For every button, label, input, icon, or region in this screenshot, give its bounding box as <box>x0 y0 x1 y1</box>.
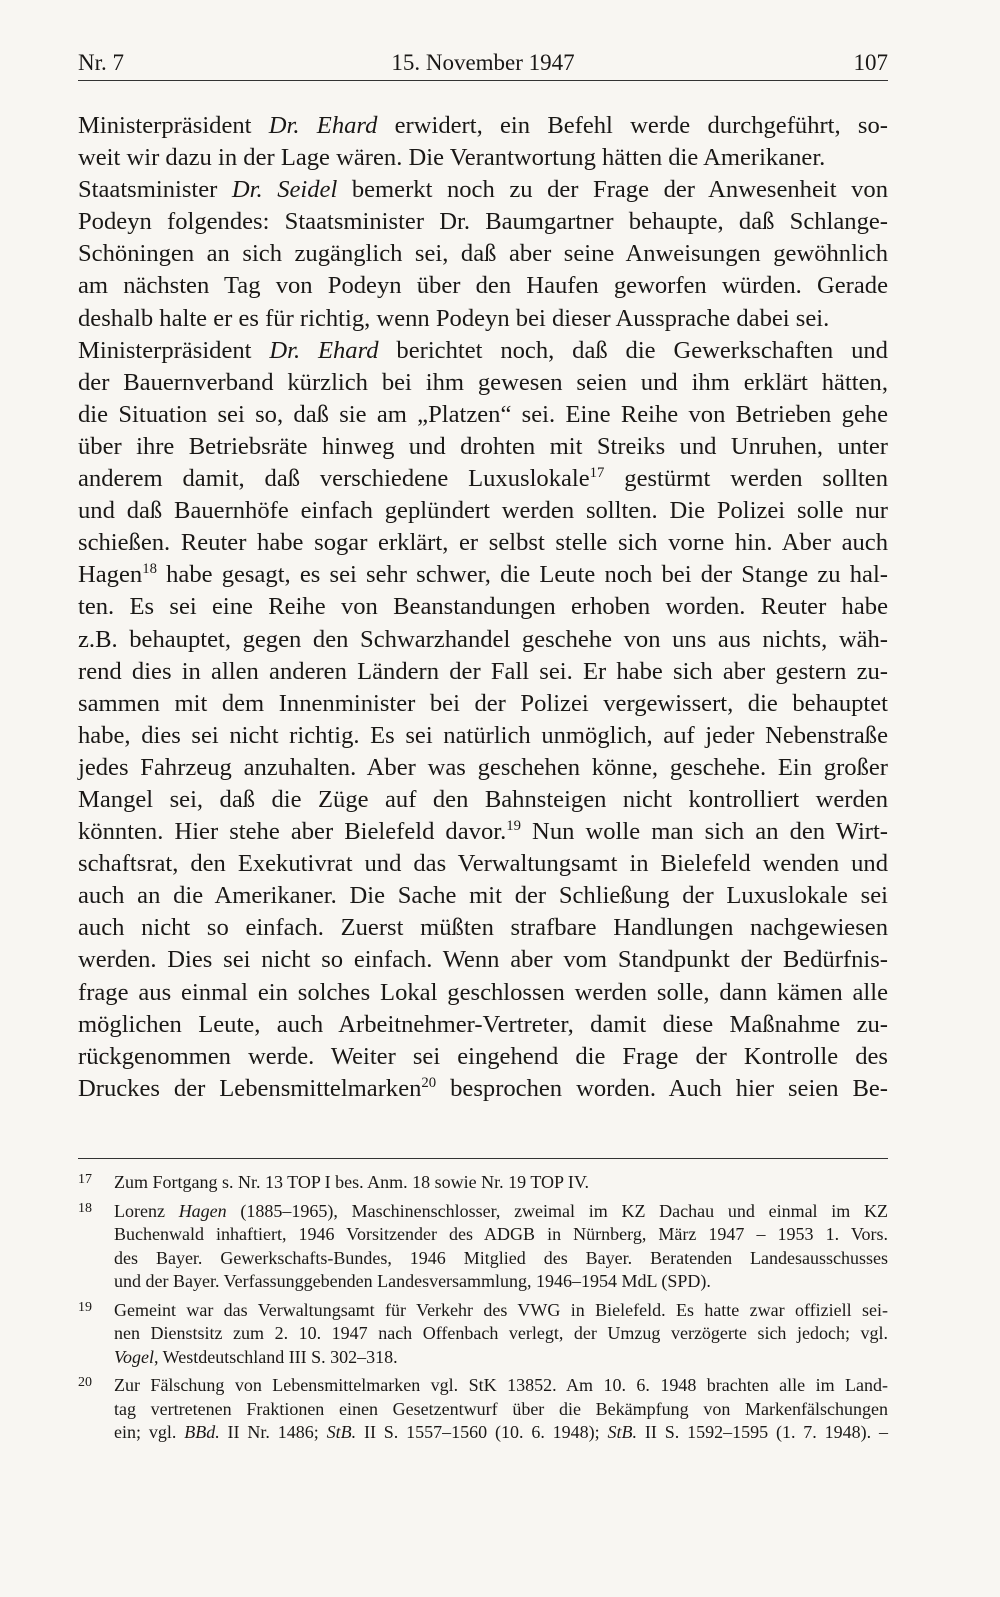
footnote-line <box>114 1270 888 1294</box>
text-run: am nächsten Tag von Podeyn über den Haufen geworfen würden. Gerade <box>78 272 888 300</box>
footnote-20 <box>78 1374 888 1445</box>
footnote-reference[interactable]: 19 <box>506 817 521 834</box>
italic-name: Vogel <box>114 1346 154 1367</box>
text-line <box>78 399 888 431</box>
text-line <box>78 527 888 559</box>
footnote-line <box>114 1247 888 1271</box>
text-line <box>78 559 888 591</box>
text-line <box>78 335 888 367</box>
text-run: möglichen Leute, auch Arbeitnehmer-Vertreter, damit diese Maßnahme zu- <box>78 1010 888 1038</box>
footnote-line <box>114 1299 888 1323</box>
text-run: II S. 1557–1560 (10. 6. 1948); <box>356 1422 608 1442</box>
text-run: Buchenwald inhaftiert, 1946 Vorsitzender des ADGB in Nürnberg, März 1947 – 1953 1. Vors. <box>114 1224 888 1244</box>
text-run: sammen mit dem Innenminister bei der Polizei vergewissert, die behauptet <box>78 689 888 717</box>
text-run: habe gesagt, es sei sehr schwer, die Leute noch bei der Stange zu hal- <box>156 561 888 589</box>
text-line <box>78 816 888 848</box>
text-run: besprochen worden. Auch hier seien Be- <box>436 1074 888 1102</box>
text-line <box>78 784 888 816</box>
text-line <box>78 174 888 206</box>
text-line <box>78 206 888 238</box>
footnote-reference[interactable]: 20 <box>421 1074 437 1091</box>
italic-name: Dr. Ehard <box>269 336 379 364</box>
text-run: erwidert, ein Befehl werde durchgeführt, so- <box>377 112 888 139</box>
text-run: , Westdeutschland III S. 302–318. <box>154 1346 398 1367</box>
text-line <box>78 880 888 912</box>
issue-number: Nr. 7 <box>78 50 124 75</box>
footnote-18 <box>78 1200 888 1294</box>
text-run: Ministerpräsident <box>78 112 269 139</box>
footnote-number: 18 <box>78 1200 92 1216</box>
text-line <box>78 431 888 463</box>
text-line <box>78 591 888 623</box>
text-line <box>78 848 888 880</box>
page-number: 107 <box>853 50 888 75</box>
text-line <box>78 142 888 174</box>
text-run: ten. Es sei eine Reihe von Beanstandungen erhoben worden. Reuter habe <box>78 593 888 621</box>
text-line <box>78 720 888 752</box>
footnote-line <box>114 1322 888 1346</box>
footnote-line <box>114 1171 888 1195</box>
text-run: anderem damit, daß verschiedene Luxuslokale <box>78 465 590 493</box>
footnote-line <box>114 1421 888 1445</box>
footnote-reference[interactable]: 18 <box>142 561 157 578</box>
text-run: nen Dienstsitz zum 2. 10. 1947 nach Offenbach verlegt, der Umzug verzögerte sich jedoch; vgl. <box>114 1323 888 1343</box>
text-run: der Bauernverband kürzlich bei ihm gewesen seien und ihm erklärt hätten, <box>78 368 888 396</box>
running-header <box>78 50 888 81</box>
text-run: Hagen <box>78 561 143 589</box>
italic-name: StB. <box>326 1422 357 1442</box>
footnote-line <box>114 1346 888 1370</box>
text-run: ein; vgl. <box>114 1422 185 1442</box>
footnote-line <box>114 1374 888 1398</box>
text-line <box>78 656 888 688</box>
main-text <box>78 110 888 1105</box>
text-run: und der Bayer. Verfassunggebenden Landesversammlung, 1946–1954 MdL (SPD). <box>114 1271 711 1291</box>
text-run: (1885–1965), Maschinenschlosser, zweimal im KZ Dachau und einmal im KZ <box>226 1200 888 1221</box>
text-run: des Bayer. Gewerkschafts-Bundes, 1946 Mitglied des Bayer. Beratenden Landesausschusses <box>114 1247 888 1268</box>
text-run: über ihre Betriebsräte hinweg und drohten mit Streiks und Unruhen, unter <box>78 432 888 460</box>
text-run: deshalb halte er es für richtig, wenn Podeyn bei dieser Aussprache dabei sei. <box>78 304 830 332</box>
text-run: auch an die Amerikaner. Die Sache mit der Schließung der Luxuslokale sei <box>78 882 888 910</box>
text-run: werden. Dies sei nicht so einfach. Wenn aber vom Standpunkt der Bedürfnis- <box>78 946 888 974</box>
text-line <box>78 1073 888 1105</box>
text-run: Mangel sei, daß die Züge auf den Bahnsteigen nicht kontrolliert werden <box>78 785 888 813</box>
footnote-19 <box>78 1299 888 1370</box>
text-run: Ministerpräsident <box>78 336 270 364</box>
italic-name: Dr. Seidel <box>231 176 338 204</box>
italic-name: Hagen <box>178 1200 227 1221</box>
text-line <box>78 977 888 1009</box>
text-run: tag vertretenen Fraktionen einen Gesetzentwurf über die Bekämpfung von Markenfälschungen <box>114 1398 888 1419</box>
footnote-number: 20 <box>78 1375 92 1390</box>
footnote-17 <box>78 1171 888 1195</box>
text-line <box>78 238 888 270</box>
text-line <box>78 367 888 399</box>
italic-name: BBd. <box>184 1422 220 1442</box>
text-run: berichtet noch, daß die Gewerkschaften und <box>378 336 888 364</box>
text-run: II S. 1592–1595 (1. 7. 1948). – <box>637 1422 888 1442</box>
text-run: frage aus einmal ein solches Lokal geschlossen werden solle, dann kämen alle <box>78 978 888 1006</box>
footnote-reference[interactable]: 17 <box>589 464 605 481</box>
text-run: Zum Fortgang s. Nr. 13 TOP I bes. Anm. 18 sowie Nr. 19 TOP IV. <box>114 1172 590 1192</box>
text-run: habe, dies sei nicht richtig. Es sei natürlich unmöglich, auf jeder Nebenstraße <box>78 721 888 749</box>
text-line <box>78 1041 888 1073</box>
footnotes <box>78 1158 888 1450</box>
text-line <box>78 495 888 527</box>
text-run: schießen. Reuter habe sogar erklärt, er selbst stelle sich vorne hin. Aber auch <box>78 529 888 557</box>
text-run: II Nr. 1486; <box>219 1422 327 1442</box>
italic-name: StB. <box>607 1422 638 1442</box>
footnote-number: 19 <box>78 1299 92 1315</box>
text-run: Schöningen an sich zugänglich sei, daß aber seine Anweisungen gewöhnlich <box>78 240 888 268</box>
text-run: z.B. behauptet, gegen den Schwarzhandel geschehe von uns aus nichts, wäh- <box>78 625 888 653</box>
text-line <box>78 110 888 142</box>
text-run: Gemeint war das Verwaltungsamt für Verkehr des VWG in Bielefeld. Es hatte zwar offiziell sei- <box>114 1299 888 1320</box>
text-run: Nun wolle man sich an den Wirt- <box>520 818 888 846</box>
footnote-line <box>114 1223 888 1247</box>
text-line <box>78 912 888 944</box>
footnote-line <box>114 1200 888 1224</box>
issue-date: 15. November 1947 <box>391 50 575 75</box>
text-line <box>78 1009 888 1041</box>
text-line <box>78 752 888 784</box>
text-run: Druckes der Lebensmittelmarken <box>78 1074 422 1102</box>
text-run: bemerkt noch zu der Frage der Anwesenheit von <box>337 176 888 204</box>
text-run: jedes Fahrzeug anzuhalten. Aber was geschehen könne, geschehe. Ein großer <box>78 753 888 781</box>
text-run: rückgenommen werde. Weiter sei eingehend die Frage der Kontrolle des <box>78 1042 888 1070</box>
text-run: Podeyn folgendes: Staatsminister Dr. Baumgartner behaupte, daß Schlange- <box>78 208 888 236</box>
text-run: weit wir dazu in der Lage wären. Die Verantwortung hätten die Amerikaner. <box>78 144 826 172</box>
text-run: auch nicht so einfach. Zuerst müßten strafbare Handlungen nachgewiesen <box>78 914 888 942</box>
footnote-number: 17 <box>78 1172 92 1187</box>
text-run: schaftsrat, den Exekutivrat und das Verwaltungsamt in Bielefeld wenden und <box>78 850 888 878</box>
text-line <box>78 624 888 656</box>
text-run: die Situation sei so, daß sie am „Platzen“ sei. Eine Reihe von Betrieben gehe <box>78 400 888 428</box>
text-run: gestürmt werden sollten <box>604 465 888 493</box>
text-line <box>78 688 888 720</box>
text-line <box>78 944 888 976</box>
text-run: Staatsminister <box>78 176 232 204</box>
text-run: Lorenz <box>114 1200 179 1221</box>
text-line <box>78 303 888 335</box>
footnote-line <box>114 1398 888 1422</box>
text-run: Zur Fälschung von Lebensmittelmarken vgl. StK 13852. Am 10. 6. 1948 brachten alle im Land- <box>114 1375 888 1395</box>
text-line <box>78 270 888 302</box>
italic-name: Dr. Ehard <box>268 112 378 139</box>
text-run: und daß Bauernhöfe einfach geplündert werden sollten. Die Polizei solle nur <box>78 497 888 525</box>
text-run: rend dies in allen anderen Ländern der Fall sei. Er habe sich aber gestern zu- <box>78 657 888 685</box>
text-line <box>78 463 888 495</box>
text-run: könnten. Hier stehe aber Bielefeld davor. <box>78 818 507 846</box>
